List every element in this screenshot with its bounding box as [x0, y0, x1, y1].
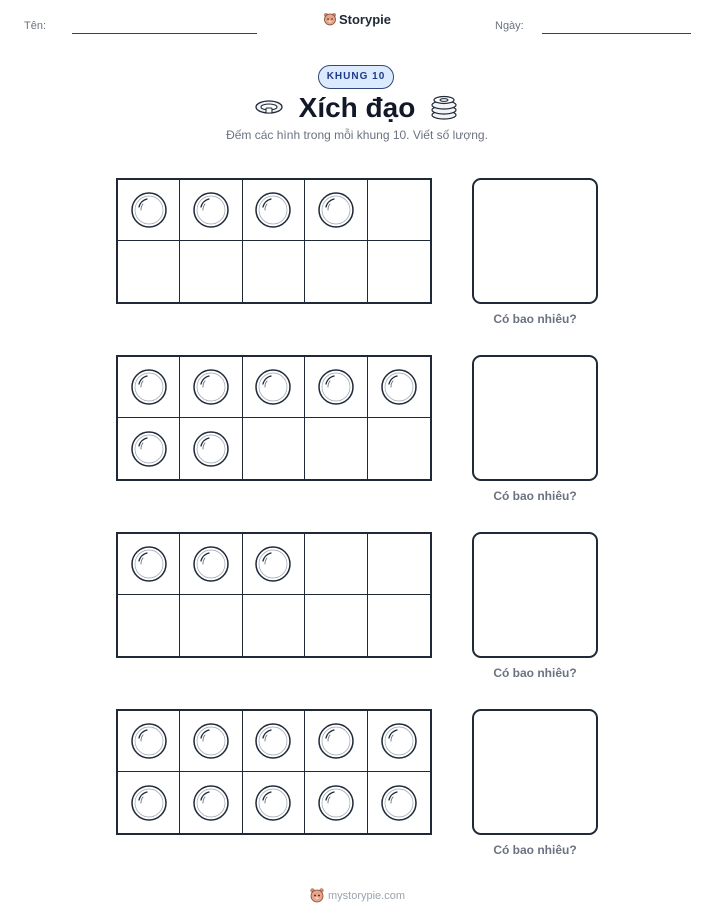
ten-frame-cell	[243, 357, 305, 418]
ten-frame-cell	[118, 711, 180, 772]
answer-box-1[interactable]	[472, 178, 598, 304]
bubble-icon	[380, 722, 418, 760]
bubble-icon	[380, 368, 418, 406]
bubble-icon	[130, 430, 168, 468]
ten-frame-cell	[180, 180, 242, 241]
ten-frame-cell	[305, 241, 367, 302]
ten-frame-2	[116, 355, 432, 481]
bubble-icon	[380, 784, 418, 822]
answer-question-3: Có bao nhiêu?	[493, 666, 577, 680]
ten-frame-cell	[118, 772, 180, 833]
bubble-icon	[130, 191, 168, 229]
ten-frame-cell	[180, 595, 242, 656]
bubble-icon	[317, 722, 355, 760]
bubble-icon	[192, 545, 230, 583]
ten-frame-cell	[368, 711, 430, 772]
date-line[interactable]	[542, 33, 691, 34]
ten-frame-cell	[180, 772, 242, 833]
ten-frame-cell	[243, 241, 305, 302]
ten-frame-cell	[368, 241, 430, 302]
footer	[0, 887, 714, 903]
bubble-icon	[192, 191, 230, 229]
ten-frame-cell	[180, 418, 242, 479]
ten-frame-cell	[243, 534, 305, 595]
bubble-icon	[254, 191, 292, 229]
ten-frame-cell	[118, 241, 180, 302]
bubble-icon	[254, 784, 292, 822]
storypie-logo-icon	[323, 12, 337, 26]
ten-frame-cell	[180, 357, 242, 418]
ten-frame-cell	[368, 595, 430, 656]
ten-frame-cell	[118, 595, 180, 656]
ten-frame-4	[116, 709, 432, 835]
ten-frame-cell	[305, 711, 367, 772]
page-title: Xích đạo	[298, 92, 416, 123]
bubble-icon	[317, 191, 355, 229]
ten-frame-cell	[118, 180, 180, 241]
bubble-icon	[317, 784, 355, 822]
ten-frame-cell	[243, 180, 305, 241]
name-line[interactable]	[72, 33, 257, 34]
ten-frame-cell	[368, 772, 430, 833]
ten-frame-cell	[243, 772, 305, 833]
bubble-icon	[254, 722, 292, 760]
bubble-icon	[192, 784, 230, 822]
ten-frame-cell	[368, 357, 430, 418]
answer-box-4[interactable]	[472, 709, 598, 835]
bubble-icon	[130, 784, 168, 822]
ten-frame-cell	[243, 595, 305, 656]
brand-name: Storypie	[338, 12, 391, 27]
ten-frame-cell	[180, 241, 242, 302]
ten-frame-cell	[368, 534, 430, 595]
ten-frame-cell	[368, 180, 430, 241]
bubble-icon	[192, 722, 230, 760]
answer-question-1: Có bao nhiêu?	[493, 312, 577, 326]
answer-question-2: Có bao nhiêu?	[493, 489, 577, 503]
bubble-icon	[317, 368, 355, 406]
bubble-icon	[192, 430, 230, 468]
ten-frame-cell	[305, 180, 367, 241]
ten-frame-cell	[305, 595, 367, 656]
name-label: Tên:	[24, 20, 47, 32]
bubble-icon	[130, 545, 168, 583]
bubble-icon	[130, 722, 168, 760]
ten-frame-cell	[180, 711, 242, 772]
ten-frame-1	[116, 178, 432, 304]
answer-question-4: Có bao nhiêu?	[493, 843, 577, 857]
answer-box-2[interactable]	[472, 355, 598, 481]
ten-frame-badge: KHUNG 10	[318, 65, 394, 89]
instructions: Đếm các hình trong mỗi khung 10. Viết số lượng.	[226, 128, 488, 142]
ten-frame-cell	[243, 711, 305, 772]
ten-frame-cell	[243, 418, 305, 479]
answer-box-3[interactable]	[472, 532, 598, 658]
bubble-icon	[130, 368, 168, 406]
date-label: Ngày:	[495, 20, 524, 32]
ten-frame-cell	[118, 534, 180, 595]
ten-frame-cell	[305, 357, 367, 418]
bubble-icon	[192, 368, 230, 406]
coin-stack-icon	[429, 93, 459, 126]
ten-frame-cell	[368, 418, 430, 479]
bubble-icon	[254, 545, 292, 583]
ten-frame-cell	[305, 418, 367, 479]
ten-frame-cell	[305, 534, 367, 595]
bubble-icon	[254, 368, 292, 406]
ten-frame-cell	[305, 772, 367, 833]
ten-frame-cell	[118, 418, 180, 479]
ten-frame-3	[116, 532, 432, 658]
ten-frame-cell	[118, 357, 180, 418]
ten-frame-cell	[180, 534, 242, 595]
footer-url: mystorypie.com	[327, 890, 406, 902]
storypie-footer-logo-icon	[309, 887, 325, 903]
brand	[0, 12, 714, 27]
